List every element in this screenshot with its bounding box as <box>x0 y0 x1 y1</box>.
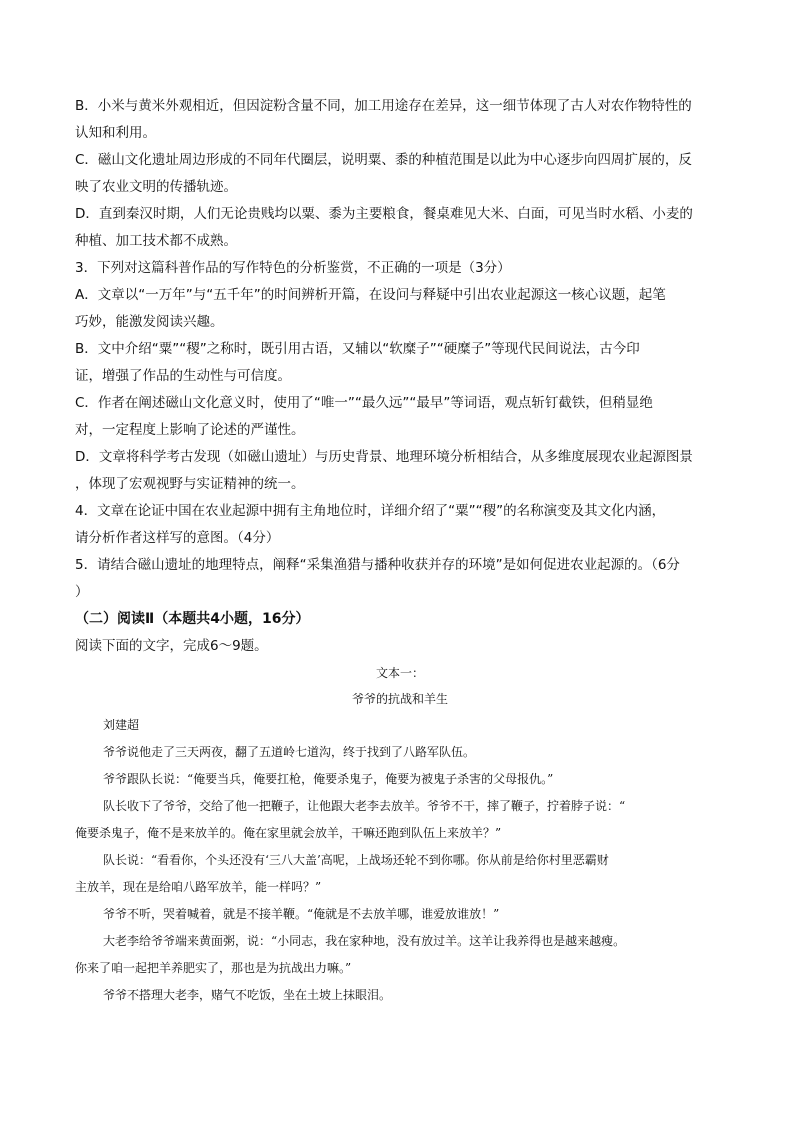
q2-option-d-line2: 种植、加工技术都不成熟。 <box>75 233 237 249</box>
story-paragraph-5: 爷爷不听，哭着喊着，就是不接羊鞭。“俺就是不去放羊哪，谁爱放谁放！” <box>103 907 500 921</box>
story-paragraph-1: 爷爷说他走了三天两夜，翻了五道岭七道沟，终于找到了八路军队伍。 <box>103 745 476 759</box>
q4-line2: 请分析作者这样写的意图。（4分） <box>75 530 280 546</box>
story-paragraph-3-line1: 队长收下了爷爷，交给了他一把鞭子，让他跟大老李去放羊。爷爷不干，摔了鞭子，拧着脖子说：“ <box>103 799 626 813</box>
story-paragraph-4-line1: 队长说：“看看你，个头还没有‘三八大盖’高呢，上战场还轮不到你哪。你从前是给你村里恶霸财 <box>103 853 609 867</box>
q3-option-d-line1: D．文章将科学考古发现（如磁山遗址）与历史背景、地理环境分析相结合，从多维度展现农业起源图景 <box>75 449 693 465</box>
story-title: 爷爷的抗战和羊生 <box>351 692 448 706</box>
q2-option-b-line2: 认知和利用。 <box>75 125 156 141</box>
q3-stem: 3．下列对这篇科普作品的写作特色的分析鉴赏，不正确的一项是（3分） <box>75 260 511 276</box>
q2-option-d-line1: D．直到秦汉时期，人们无论贵贱均以粟、黍为主要粮食，餐桌难见大米、白面，可见当时水稻、小麦的 <box>75 206 693 222</box>
q3-option-a-line2: 巧妙，能激发阅读兴趣。 <box>75 314 224 330</box>
q3-option-c-line1: C．作者在阐述磁山文化意义时，使用了“唯一”“最久远”“最早”等词语，观点斩钉截铁，但稍显绝 <box>75 395 653 411</box>
story-author: 刘建超 <box>103 718 140 732</box>
q2-option-c-line1: C．磁山文化遗址周边形成的不同年代圈层，说明粟、黍的种植范围是以此为中心逐步向四周扩展的，反 <box>75 152 692 168</box>
q3-option-a-line1: A．文章以“一万年”与“五千年”的时间辨析开篇，在设问与释疑中引出农业起源这一核心议题，起笔 <box>75 287 666 303</box>
q3-option-b-line2: 证，增强了作品的生动性与可信度。 <box>75 368 291 384</box>
q4-line1: 4．文章在论证中国在农业起源中拥有主角地位时，详细介绍了“粟”“稷”的名称演变及其文化内涵， <box>75 503 666 519</box>
story-paragraph-6-line1: 大老李给爷爷端来黄面粥，说：“小同志，我在家种地，没有放过羊。这羊让我养得也是越来越瘦。 <box>103 934 626 948</box>
story-label: 文本一： <box>375 666 424 680</box>
story-paragraph-6-line2: 你来了咱一起把羊养肥实了，那也是为抗战出力嘛。” <box>75 961 352 975</box>
q3-option-c-line2: 对，一定程度上影响了论述的严谨性。 <box>75 422 305 438</box>
story-paragraph-3-line2: 俺要杀鬼子，俺不是来放羊的。俺在家里就会放羊，干嘛还跑到队伍上来放羊？” <box>75 826 502 840</box>
story-paragraph-7: 爷爷不搭理大老李，赌气不吃饭，坐在土坡上抹眼泪。 <box>103 988 392 1002</box>
story-paragraph-2: 爷爷跟队长说：“俺要当兵，俺要扛枪，俺要杀鬼子，俺要为被鬼子杀害的父母报仇。” <box>103 772 554 786</box>
q2-option-b-line1: B．小米与黄米外观相近，但因淀粉含量不同，加工用途存在差异，这一细节体现了古人对农作物特性的 <box>75 98 692 114</box>
q3-option-b-line1: B．文中介绍“粟”“稷”之称时，既引用古语，又辅以“软糜子”“硬糜子”等现代民间说法，古今印 <box>75 341 640 357</box>
q5-line1: 5．请结合磁山遗址的地理特点，阐释“采集渔猎与播种收获并存的环境”是如何促进农业起源的。（6分 <box>75 557 680 573</box>
story-text <box>75 660 725 1009</box>
q3-option-d-line2: ，体现了宏观视野与实证精神的统一。 <box>75 476 305 492</box>
section-instruction: 阅读下面的文字，完成6～9题。 <box>75 638 268 654</box>
q5-line2: ） <box>75 584 89 600</box>
section-heading: （二）阅读Ⅱ（本题共4小题，16分） <box>75 611 310 627</box>
exam-page <box>75 93 725 1009</box>
story-paragraph-4-line2: 主放羊，现在是给咱八路军放羊，能一样吗？” <box>75 880 322 894</box>
q2-option-c-line2: 映了农业文明的传播轨迹。 <box>75 179 237 195</box>
